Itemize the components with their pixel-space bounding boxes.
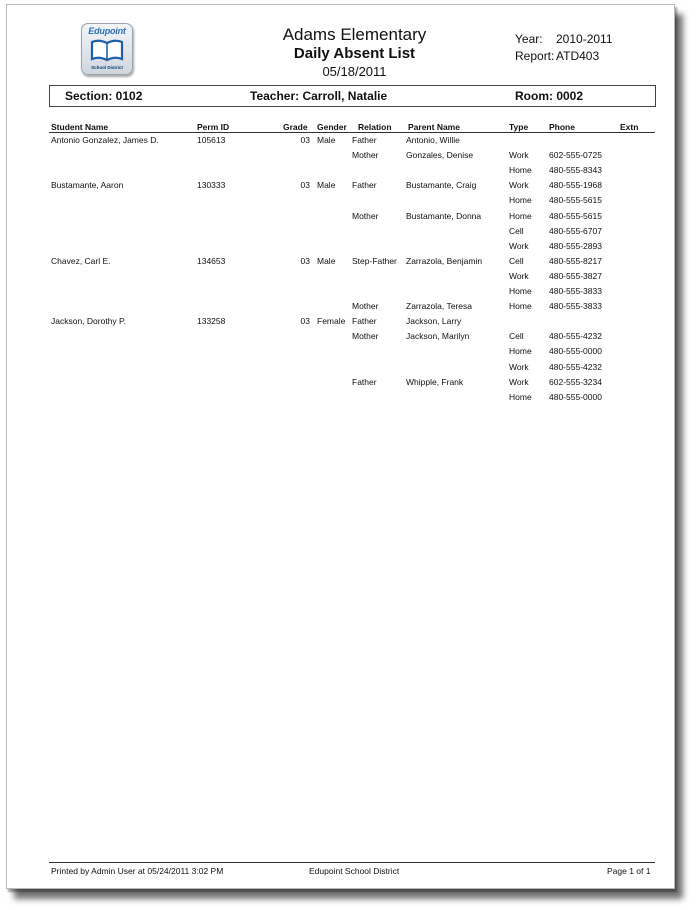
cell-relation: Mother <box>352 331 379 342</box>
cell-relation: Step-Father <box>352 255 397 266</box>
cell-type: Home <box>509 286 532 296</box>
year-value: 2010-2011 <box>556 32 613 46</box>
cell-gender: Male <box>317 180 336 191</box>
cell-relation: Father <box>352 376 377 387</box>
cell-phone: 480-555-5615 <box>549 195 602 206</box>
cell-phone: 602-555-3234 <box>549 376 602 387</box>
teacher-name: Teacher: Carroll, Natalie <box>250 89 388 103</box>
cell-phone: 480-555-5615 <box>549 210 602 221</box>
cell-relation: Father <box>352 316 377 327</box>
col-phone: Phone <box>549 122 575 132</box>
cell-type: Home <box>509 346 532 357</box>
cell-grade: 03 <box>300 316 310 327</box>
cell-type: Work <box>509 180 529 191</box>
cell-parent-name: Bustamante, Donna <box>406 210 482 221</box>
cell-type: Cell <box>509 225 524 236</box>
cell-phone: 480-555-6707 <box>549 225 602 236</box>
cell-phone: 480-555-3833 <box>549 301 602 312</box>
cell-perm-id: 133258 <box>197 316 226 327</box>
cell-student-name: Chavez, Carl E. <box>51 255 111 266</box>
cell-phone: 480-555-4232 <box>549 361 602 372</box>
footer-district: Edupoint School District <box>309 866 400 876</box>
cell-parent-name: Zarrazola, Teresa <box>406 301 472 312</box>
cell-parent-name: Antonio, Willie <box>406 135 460 145</box>
cell-type: Home <box>509 391 532 402</box>
cell-perm-id: 105613 <box>197 135 226 145</box>
cell-type: Cell <box>509 255 524 266</box>
cell-student-name: Antonio Gonzalez, James D. <box>51 135 159 145</box>
cell-type: Work <box>509 361 529 372</box>
school-name: Adams Elementary <box>282 25 427 44</box>
cell-phone: 480-555-3833 <box>549 286 602 296</box>
cell-parent-name: Jackson, Marilyn <box>406 331 470 342</box>
cell-phone: 480-555-0000 <box>549 391 602 402</box>
cell-phone: 480-555-0000 <box>549 346 602 357</box>
cell-phone: 480-555-8217 <box>549 255 602 266</box>
logo-subtitle: School District <box>91 65 123 70</box>
col-gender: Gender <box>317 122 347 132</box>
cell-type: Home <box>509 195 532 206</box>
page-number: Page 1 of 1 <box>607 866 651 876</box>
cell-parent-name: Bustamante, Craig <box>406 180 477 191</box>
cell-phone: 480-555-1968 <box>549 180 602 191</box>
cell-grade: 03 <box>300 255 310 266</box>
room-number: Room: 0002 <box>515 89 584 103</box>
cell-type: Work <box>509 270 529 281</box>
cell-grade: 03 <box>300 135 310 145</box>
cell-parent-name: Jackson, Larry <box>406 316 462 327</box>
col-type: Type <box>509 122 529 132</box>
logo-brand: Edupoint <box>88 26 126 36</box>
report-page <box>6 4 675 889</box>
cell-parent-name: Gonzales, Denise <box>406 150 474 161</box>
cell-relation: Father <box>352 180 377 191</box>
cell-type: Home <box>509 210 532 221</box>
cell-parent-name: Whipple, Frank <box>406 376 464 387</box>
cell-relation: Mother <box>352 150 379 161</box>
cell-student-name: Bustamante, Aaron <box>51 180 124 191</box>
col-grade: Grade <box>283 122 308 132</box>
cell-parent-name: Zarrazola, Benjamin <box>406 255 483 266</box>
cell-gender: Female <box>317 316 346 327</box>
cell-type: Work <box>509 150 529 161</box>
col-relation: Relation <box>358 122 392 132</box>
cell-relation: Mother <box>352 210 379 221</box>
report-date: 05/18/2011 <box>322 64 387 79</box>
col-perm-id: Perm ID <box>197 122 230 132</box>
year-label: Year: <box>515 32 543 46</box>
report-code: ATD403 <box>556 49 600 63</box>
cell-grade: 03 <box>300 180 310 191</box>
col-extn: Extn <box>620 122 639 132</box>
col-parent-name: Parent Name <box>408 122 460 132</box>
report-title: Daily Absent List <box>293 45 416 62</box>
col-student-name: Student Name <box>51 122 109 132</box>
header-rule <box>49 132 655 133</box>
cell-relation: Father <box>352 135 377 145</box>
cell-gender: Male <box>317 255 336 266</box>
cell-relation: Mother <box>352 301 379 312</box>
cell-phone: 480-555-4232 <box>549 331 602 342</box>
cell-gender: Male <box>317 135 336 145</box>
section-number: Section: 0102 <box>65 89 143 103</box>
cell-perm-id: 130333 <box>197 180 226 191</box>
cell-type: Cell <box>509 331 524 342</box>
cell-type: Work <box>509 240 529 251</box>
cell-phone: 480-555-3827 <box>549 270 602 281</box>
footer-rule <box>49 862 655 863</box>
cell-phone: 602-555-0725 <box>549 150 602 161</box>
cell-perm-id: 134653 <box>197 255 226 266</box>
cell-student-name: Jackson, Dorothy P. <box>51 316 126 327</box>
report-label: Report: <box>515 49 555 63</box>
cell-phone: 480-555-8343 <box>549 165 602 176</box>
cell-type: Home <box>509 301 532 312</box>
cell-type: Home <box>509 165 532 176</box>
cell-phone: 480-555-2893 <box>549 240 602 251</box>
printed-by: Printed by Admin User at 05/24/2011 3:02 PM <box>51 866 224 876</box>
cell-type: Work <box>509 376 529 387</box>
